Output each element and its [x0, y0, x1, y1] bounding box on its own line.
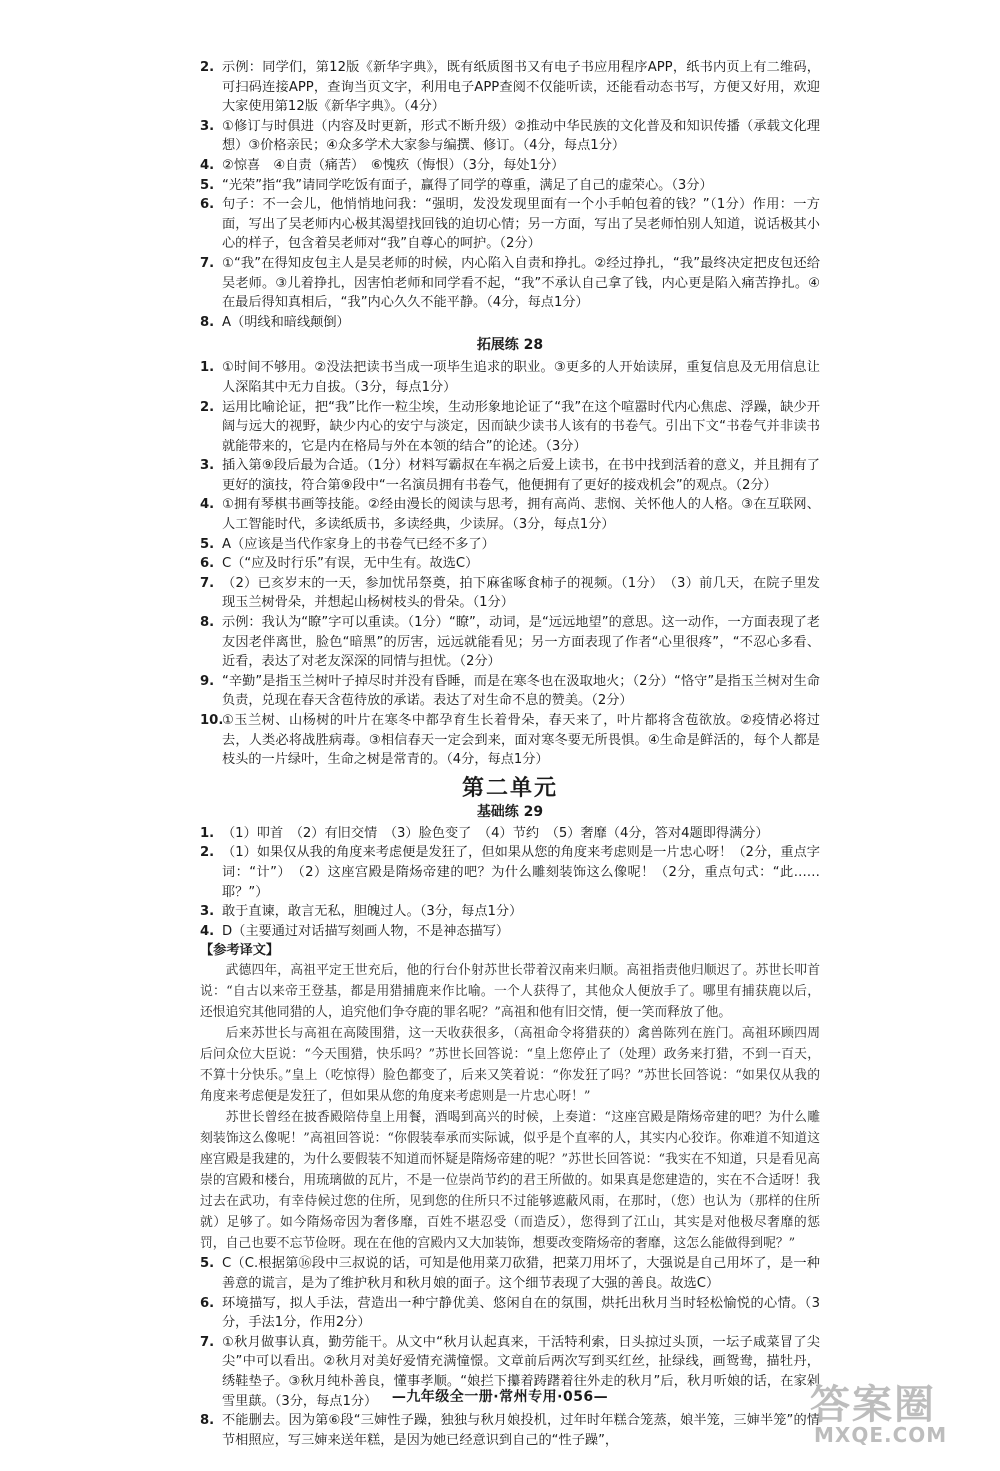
watermark-cn: 答案圈: [810, 1382, 936, 1428]
answer-text: 示例：同学们，第12版《新华字典》，既有纸质图书又有电子书应用程序APP，纸书内页上有二维码，可扫码连接APP，查询当页文字，利用电子APP查阅不仅能听读，还能看动态书写，方便又好用，欢迎大家使用第12版《新华字典》。（4分）: [222, 60, 820, 115]
section-title-tuozhan: 拓展练 28: [476, 337, 544, 354]
answer-text: 句子：不一会儿，他悄悄地问我：“强明，发没发现里面有一个小手帕包着的钱？”（1分）作用：一方面，写出了吴老师内心极其渴望找回钱的迫切心情；另一方面，写出了吴老师怕别人知道，说话极其小心的样子，包含着吴老师对“我”自尊心的呵护。（2分）: [222, 197, 820, 252]
answer-item: [200, 117, 820, 156]
answer-text: 不能删去。因为第⑥段“三婶性子躁，独独与秋月娘投机，过年时年糕合笼蒸，娘半笼，三婶半笼”的情节相照应，写三婶来送年糕，是因为她已经意识到自己的“性子躁”，: [222, 1413, 820, 1448]
answer-number: 6.: [200, 1295, 215, 1311]
answer-text: D（主要通过对话描写刻画人物，不是神态描写）: [222, 923, 510, 939]
answer-item: [200, 554, 820, 574]
answer-item: [200, 176, 820, 196]
answer-item: [200, 495, 820, 534]
answer-item: [200, 922, 820, 942]
answer-number: 6.: [200, 197, 215, 213]
answer-text: “光荣”指“我”请同学吃饭有面子，赢得了同学的尊重，满足了自己的虚荣心。（3分）: [222, 177, 713, 193]
answer-number: 2.: [200, 60, 215, 75]
translation-paragraph: 苏世长曾经在披香殿陪侍皇上用餐，酒喝到高兴的时候，上奏道：“这座宫殿是隋炀帝建的吧？为什么雕刻装饰这么像呢！”高祖回答说：“你假装奉承而实际诚，似乎是个直率的人，其实内心狡诈。你难道不知道这座宫殿是我建的，为什么要假装不知道而怀疑是隋炀帝建的呢？”苏世长回答说：“我实在不知道，只是看见高崇的宫殿和楼台，用琉璃做的瓦片，不是一位崇尚节约的君王所做的。如果真是您建造的，实在不合适呀！我过去在武功，有幸侍候过您的住所，见到您的住所只不过能够遮蔽风雨，在那时，（您）也认为（那样的住所就）足够了。如今隋炀帝因为奢侈靡，百姓不堪忍受（而造反），您得到了江山，其实是对他极尽奢靡的惩罚，自己也要不忘节俭呀。现在在他的宫殿内又大加装饰，想要改变隋炀帝的奢靡，这怎么能做得到呢？”: [200, 1110, 820, 1252]
answer-text: ①时间不够用。②没法把读书当成一项毕生追求的职业。③更多的人开始读屏，重复信息及无用信息让人深陷其中无力自拔。（3分，每点1分）: [222, 360, 820, 395]
answer-item: [200, 574, 820, 613]
answer-text: “辛勤”是指玉兰树叶子掉尽时并没有昏睡，而是在寒冬也在汲取地火；（2分）“恪守”是指玉兰树对生命负责，兑现在春天含苞待放的承诺。表达了对生命不息的赞美。（2分）: [222, 673, 820, 709]
reference-translation-title: 【参考译文】: [200, 943, 280, 959]
answer-text: A（应该是当代作家身上的书卷气已经不多了）: [222, 536, 495, 552]
answer-item: [200, 156, 820, 176]
tuozhan-answer-list: [200, 358, 820, 769]
answer-number: 8.: [200, 1413, 215, 1429]
answer-text: 敢于直谏，敢言无私，胆魄过人。（3分，每点1分）: [222, 904, 523, 920]
answer-text: （2）已亥岁末的一天，参加忧吊祭奠，拍下麻雀啄食柿子的视频。（1分） （3）前几天，在院子里发现玉兰树骨朵，并想起山杨树枝头的骨朵。（1分）: [222, 575, 820, 611]
answer-text: 运用比喻论证，把“我”比作一粒尘埃，生动形象地论证了“我”在这个喧嚣时代内心焦虑、浮躁，缺少开阔与远大的视野，缺少内心的安宁与淡定，因而缺少读书人该有的书卷气。引出下文“书卷气并非读书就能带来的，它是内在格局与外在本领的结合”的论述。（3分）: [222, 399, 820, 454]
answer-text: ①“我”在得知皮包主人是吴老师的时候，内心陷入自责和挣扎。②经过挣扎，“我”最终决定把皮包还给吴老师。③儿着挣扎，因害怕老师和同学看不起，“我”不承认自己拿了钱，内心更是陷入痛苦挣扎。④在最后得知真相后，“我”内心久久不能平静。（4分，每点1分）: [222, 255, 820, 311]
answer-number: 7.: [200, 575, 215, 591]
answer-number: 5.: [200, 536, 215, 552]
answer-text: （1）如果仅从我的角度来考虑便是发狂了，但如果从您的角度来考虑则是一片忠心呀！（2分，重点字词：“计”） （2）这座宫殿是隋炀帝建的吧？为什么雕刻装饰这么像呢！（2分，重点句式：“此……耶？”）: [222, 845, 820, 900]
answer-text: （1）叩首 （2）有旧交情 （3）脸色变了 （4）节约 （5）奢靡（4分，答对4题即得满分）: [222, 825, 769, 841]
translation-paragraph: 武德四年，高祖平定王世充后，他的行台仆射苏世长带着汉南来归顺。高祖指责他归顺迟了。苏世长叩首说：“自古以来帝王登基，都是用猎捕鹿来作比喻。一个人获得了，其他众人便放手了。哪里有捕获鹿以后，还恨追究其他同猎的人，追究他们争夺鹿的罪名呢？”高祖和他有旧交情，便一笑而释放了他。: [200, 963, 820, 1021]
answer-text: C（“应及时行乐”有误，无中生有。故选C）: [222, 556, 479, 572]
answer-item: [200, 535, 820, 555]
answer-number: 5.: [200, 1256, 215, 1272]
answer-text: ①拥有琴棋书画等技能。②经由漫长的阅读与思考，拥有高尚、悲悯、关怀他人的人格。③在互联网、人工智能时代，多读纸质书，多读经典，少读屏。（3分，每点1分）: [222, 497, 820, 533]
answer-text: ①秋月做事认真，勤劳能干。从文中“秋月认起真来，干活特利索，日头掠过头顶，一坛子咸菜冒了尖尖”中可以看出。②秋月对美好爱情充满憧憬。文章前后两次写到买红丝，扯绿线，画鸳鸯，描牡丹，绣鞋垫子。③秋月纯朴善良，懂事孝顺。“娘拦下攥着踌躇着往外走的秋月”后，秋月听娘的话，在家剁雪里蕻。（3分，每点1分）: [222, 1334, 820, 1409]
answer-item: [200, 1411, 820, 1450]
section-title-jichu: 基础练 29: [476, 803, 544, 820]
answer-item: [200, 358, 820, 397]
answer-number: 8.: [200, 314, 215, 330]
answer-item: [200, 902, 820, 922]
answer-number: 5.: [200, 177, 215, 193]
answer-text: A（明线和暗线颠倒）: [222, 314, 350, 330]
answer-item: [200, 1294, 820, 1333]
answer-text: 环境描写，拟人手法，营造出一种宁静优美、悠闲自在的氛围，烘托出秋月当时轻松愉悦的心情。（3分，手法1分，作用2分）: [222, 1295, 820, 1331]
answer-text: 示例：我认为“瞭”字可以重读。（1分）“瞭”，动词，是“远远地望”的意思。这一动作，一方面表现了老友因老伴离世，脸色“暗黑”的厉害，远远就能看见；另一方面表现了作者“心里很疼”，“不忍心多看、近看，表达了对老友深深的同情与担忧。（2分）: [222, 615, 820, 670]
answer-number: 3.: [200, 118, 215, 134]
answer-item: [200, 313, 820, 333]
answer-item: [200, 711, 820, 770]
answer-text: ②惊喜 ④自责（痛苦） ⑥愧疚（悔恨）（3分，每处1分）: [222, 157, 565, 173]
answer-number: 3.: [200, 458, 215, 474]
answer-number: 7.: [200, 1334, 215, 1350]
answer-number: 10.: [200, 713, 224, 728]
unit-title: 第二单元: [461, 774, 558, 801]
answer-number: 4.: [200, 923, 215, 939]
answer-item: [200, 254, 820, 313]
answer-number: 7.: [200, 255, 215, 271]
answer-item: [200, 58, 820, 117]
answer-item: [200, 824, 820, 844]
watermark-en: MXQE.COM: [814, 1423, 948, 1447]
answer-number: 6.: [200, 556, 215, 572]
answer-number: 4.: [200, 497, 215, 513]
answer-number: 1.: [200, 825, 215, 841]
answer-number: 3.: [200, 904, 215, 920]
answer-column: [200, 58, 820, 1450]
answer-text: 插入第⑨段后最为合适。（1分）材料写霸叔在车祸之后爱上读书，在书中找到活着的意义，并且拥有了更好的演技，符合第⑨段中“一名演员拥有书卷气，他便拥有了更好的接戏机会”的观点。（2分）: [222, 458, 820, 493]
answer-item: [200, 843, 820, 902]
translation-paragraph: 后来苏世长与高祖在高陵围猎，这一天收获很多，（高祖命令将猎获的）禽兽陈列在旌门。高祖环顾四周后问众位大臣说：“今天围猎，快乐吗？”苏世长回答说：“皇上您停止了（处理）政务来打猎，不到一百天，不算十分快乐。”皇上（吃惊得）脸色都变了，后来又笑着说：“你发狂了吗？”苏世长回答说：“如果仅从我的角度来考虑便是发狂了，但如果从您的角度来考虑则是一片忠心呀！”: [200, 1026, 820, 1105]
watermark-logo: [804, 1373, 974, 1451]
answer-number: 2.: [200, 399, 215, 415]
answer-item: [200, 195, 820, 254]
answer-number: 9.: [200, 673, 215, 689]
jichu-answer-list: [200, 824, 820, 942]
answer-item: [200, 672, 820, 711]
answer-number: 8.: [200, 615, 215, 631]
answer-item: [200, 613, 820, 672]
answer-number: 2.: [200, 845, 215, 861]
page-footer: —九年级全一册·常州专用·056—: [391, 1389, 609, 1405]
answer-text: C（C.根据第⑯段中三叔说的话，可知是他用菜刀砍猎，把菜刀用坏了，大强说是自己用坏了，是一种善意的谎言，是为了维护秋月和秋月娘的面子。这个细节表现了大强的善良。故选C）: [222, 1256, 820, 1291]
answer-number: 4.: [200, 157, 215, 173]
answer-item: [200, 456, 820, 495]
answer-text: ①玉兰树、山杨树的叶片在寒冬中都孕育生长着骨朵，春天来了，叶片都将含苞欲放。②疫情必将过去，人类必将战胜病毒。③相信春天一定会到来，面对寒冬要无所畏惧。④生命是鲜活的，每个人都是枝头的一片绿叶，生命之树是常青的。（4分，每点1分）: [222, 713, 820, 768]
answer-item: [200, 398, 820, 457]
bottom-answer-list: [200, 1254, 820, 1450]
answer-text: ①修订与时俱进（内容及时更新，形式不断升级）②推动中华民族的文化普及和知识传播（承载文化理想）③价格亲民；④众多学术大家参与编撰、修订。（4分，每点1分）: [222, 118, 820, 154]
top-answer-list: [200, 58, 820, 332]
answer-item: [200, 1254, 820, 1293]
answer-number: 1.: [200, 360, 215, 376]
reference-translation: [200, 960, 820, 1254]
